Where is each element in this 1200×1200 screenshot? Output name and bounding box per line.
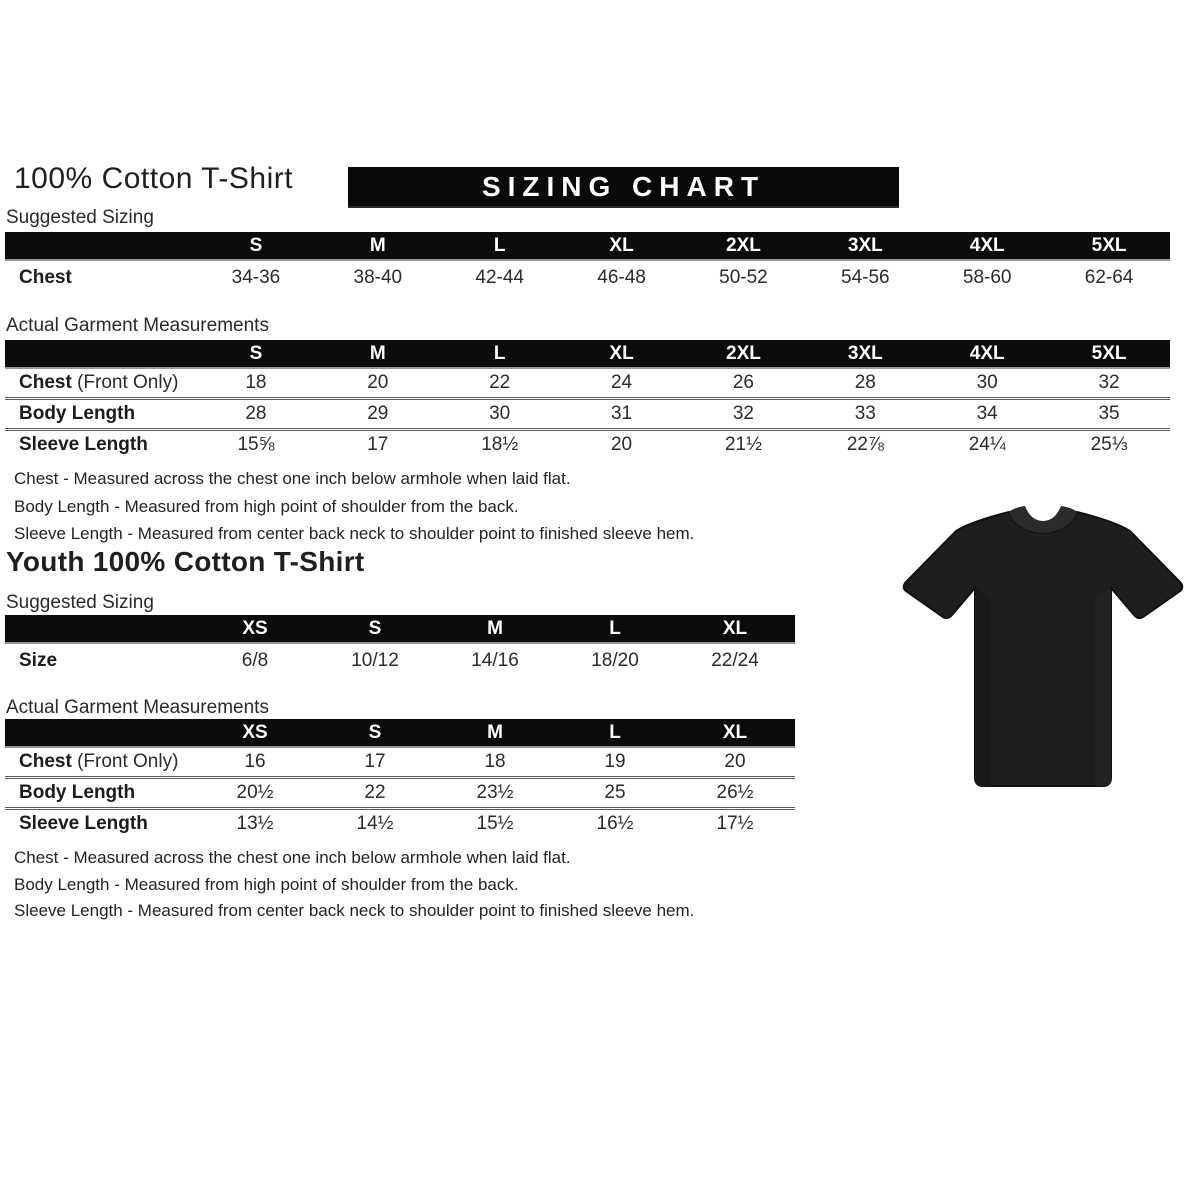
table-row-size [5, 644, 795, 677]
adult-suggested-sizing-label: Suggested Sizing [6, 207, 154, 228]
tshirt-graphic [893, 488, 1193, 803]
cell: 30 [976, 372, 998, 393]
table-row-body-length [5, 397, 1170, 428]
cell: 17 [364, 751, 386, 772]
cell: 58-60 [962, 266, 1012, 288]
size-column-header: S [249, 234, 263, 256]
cell: 20½ [236, 782, 274, 803]
cell: 32 [732, 403, 754, 424]
cell: 16 [244, 751, 266, 772]
row-label: Sleeve Length [19, 434, 148, 455]
youth-actual-measurements-table [5, 719, 795, 838]
size-column-header: 5XL [1091, 234, 1127, 256]
sizing-chart-banner: SIZING CHART [348, 167, 899, 208]
size-column-header: L [493, 342, 506, 364]
youth-measurement-notes [14, 845, 694, 925]
size-column-header: 3XL [847, 234, 883, 256]
cell: 18/20 [591, 649, 639, 671]
cell: 25⅓ [1090, 434, 1128, 455]
adult-suggested-sizing-table [5, 232, 1170, 294]
size-column-header: XL [722, 617, 748, 639]
cell: 31 [610, 403, 633, 424]
note-body-length: Body Length - Measured from high point of shoulder from the back. [14, 496, 519, 516]
cell: 24 [610, 372, 633, 393]
cell: 30 [489, 403, 511, 424]
cell: 21½ [724, 434, 762, 455]
size-column-header: XL [609, 342, 634, 364]
cell: 17½ [716, 813, 754, 834]
row-label: Size [19, 649, 58, 671]
size-column-header: 5XL [1091, 342, 1127, 364]
youth-suggested-sizing-table [5, 615, 795, 677]
cell: 28 [854, 372, 876, 393]
adult-actual-measurements-table [5, 340, 1170, 459]
row-label: Body Length [19, 782, 136, 803]
cell: 38-40 [353, 266, 403, 288]
table-row-chest [5, 261, 1170, 294]
row-label: Body Length [19, 403, 136, 424]
size-column-header: S [368, 617, 382, 639]
cell: 15⅝ [237, 434, 275, 455]
size-column-header: 3XL [847, 342, 883, 364]
table-row-chest [5, 748, 795, 776]
size-column-header: 2XL [726, 234, 761, 256]
size-column-header: M [487, 721, 503, 743]
size-column-header: L [609, 721, 621, 743]
size-column-header: 4XL [969, 234, 1005, 256]
table-header-row [5, 340, 1170, 369]
cell: 23½ [476, 782, 514, 803]
size-column-header: XL [722, 721, 748, 743]
cell: 14½ [356, 813, 394, 834]
cell: 18 [245, 372, 267, 393]
youth-actual-measurements-label: Actual Garment Measurements [6, 697, 269, 718]
size-column-header: S [368, 721, 382, 743]
cell: 14/16 [471, 649, 519, 671]
cell: 42-44 [475, 266, 524, 288]
cell: 34 [976, 403, 998, 424]
cell: 34-36 [231, 266, 281, 288]
size-column-header: S [249, 342, 263, 364]
cell: 18 [484, 751, 506, 772]
youth-section-title: Youth 100% Cotton T-Shirt [6, 546, 365, 577]
note-sleeve-length: Sleeve Length - Measured from center back neck to shoulder point to finished sleeve hem. [14, 901, 695, 920]
row-label: Sleeve Length [19, 813, 148, 834]
cell: 50-52 [719, 266, 768, 288]
note-body-length: Body Length - Measured from high point of shoulder from the back. [14, 874, 519, 894]
youth-suggested-sizing-label: Suggested Sizing [6, 592, 154, 613]
cell: 62-64 [1084, 266, 1134, 288]
cell: 16½ [596, 813, 634, 834]
cell: 26 [732, 372, 754, 393]
size-column-header: 4XL [969, 342, 1005, 364]
cell: 46-48 [597, 266, 646, 288]
cell: 20 [610, 434, 633, 455]
row-label: Chest [19, 266, 72, 288]
table-row-sleeve-length [5, 428, 1170, 459]
cell: 10/12 [351, 649, 399, 671]
table-row-sleeve-length [5, 807, 795, 838]
cell: 20 [724, 751, 746, 772]
adult-section-title: 100% Cotton T-Shirt [14, 162, 294, 195]
cell: 24¼ [968, 434, 1006, 455]
cell: 28 [245, 403, 267, 424]
size-column-header: XL [609, 234, 634, 256]
table-header-row [5, 615, 795, 644]
cell: 15½ [476, 813, 514, 834]
size-column-header: L [493, 234, 506, 256]
cell: 22 [489, 372, 511, 393]
adult-measurement-notes [14, 465, 694, 548]
size-column-header: M [369, 342, 386, 364]
adult-actual-measurements-label: Actual Garment Measurements [6, 315, 269, 336]
size-column-header: M [487, 617, 503, 639]
cell: 20 [367, 372, 389, 393]
size-column-header: XS [242, 617, 268, 639]
black-tshirt-image [893, 488, 1193, 803]
cell: 22/24 [711, 649, 759, 671]
cell: 13½ [236, 813, 274, 834]
cell: 33 [854, 403, 876, 424]
table-header-row [5, 232, 1170, 261]
size-column-header: L [609, 617, 621, 639]
cell: 32 [1098, 372, 1120, 393]
cell: 25 [604, 782, 626, 803]
size-column-header: XS [242, 721, 268, 743]
size-column-header: M [369, 234, 386, 256]
row-label: Chest (Front Only) [19, 372, 179, 393]
cell: 22 [364, 782, 386, 803]
cell: 18½ [481, 434, 519, 455]
table-row-body-length [5, 776, 795, 807]
note-chest: Chest - Measured across the chest one inch below armhole when laid flat. [14, 469, 571, 488]
cell: 22⅞ [846, 434, 884, 455]
note-sleeve-length: Sleeve Length - Measured from center back neck to shoulder point to finished sleeve hem. [14, 524, 695, 543]
cell: 19 [604, 751, 626, 772]
size-column-header: 2XL [726, 342, 761, 364]
cell: 54-56 [841, 266, 890, 288]
cell: 26½ [716, 782, 754, 803]
table-row-chest [5, 369, 1170, 397]
cell: 6/8 [241, 649, 269, 671]
table-header-row [5, 719, 795, 748]
cell: 29 [367, 403, 389, 424]
note-chest: Chest - Measured across the chest one inch below armhole when laid flat. [14, 848, 571, 867]
cell: 35 [1098, 403, 1120, 424]
cell: 17 [367, 434, 389, 455]
row-label: Chest (Front Only) [19, 751, 179, 772]
